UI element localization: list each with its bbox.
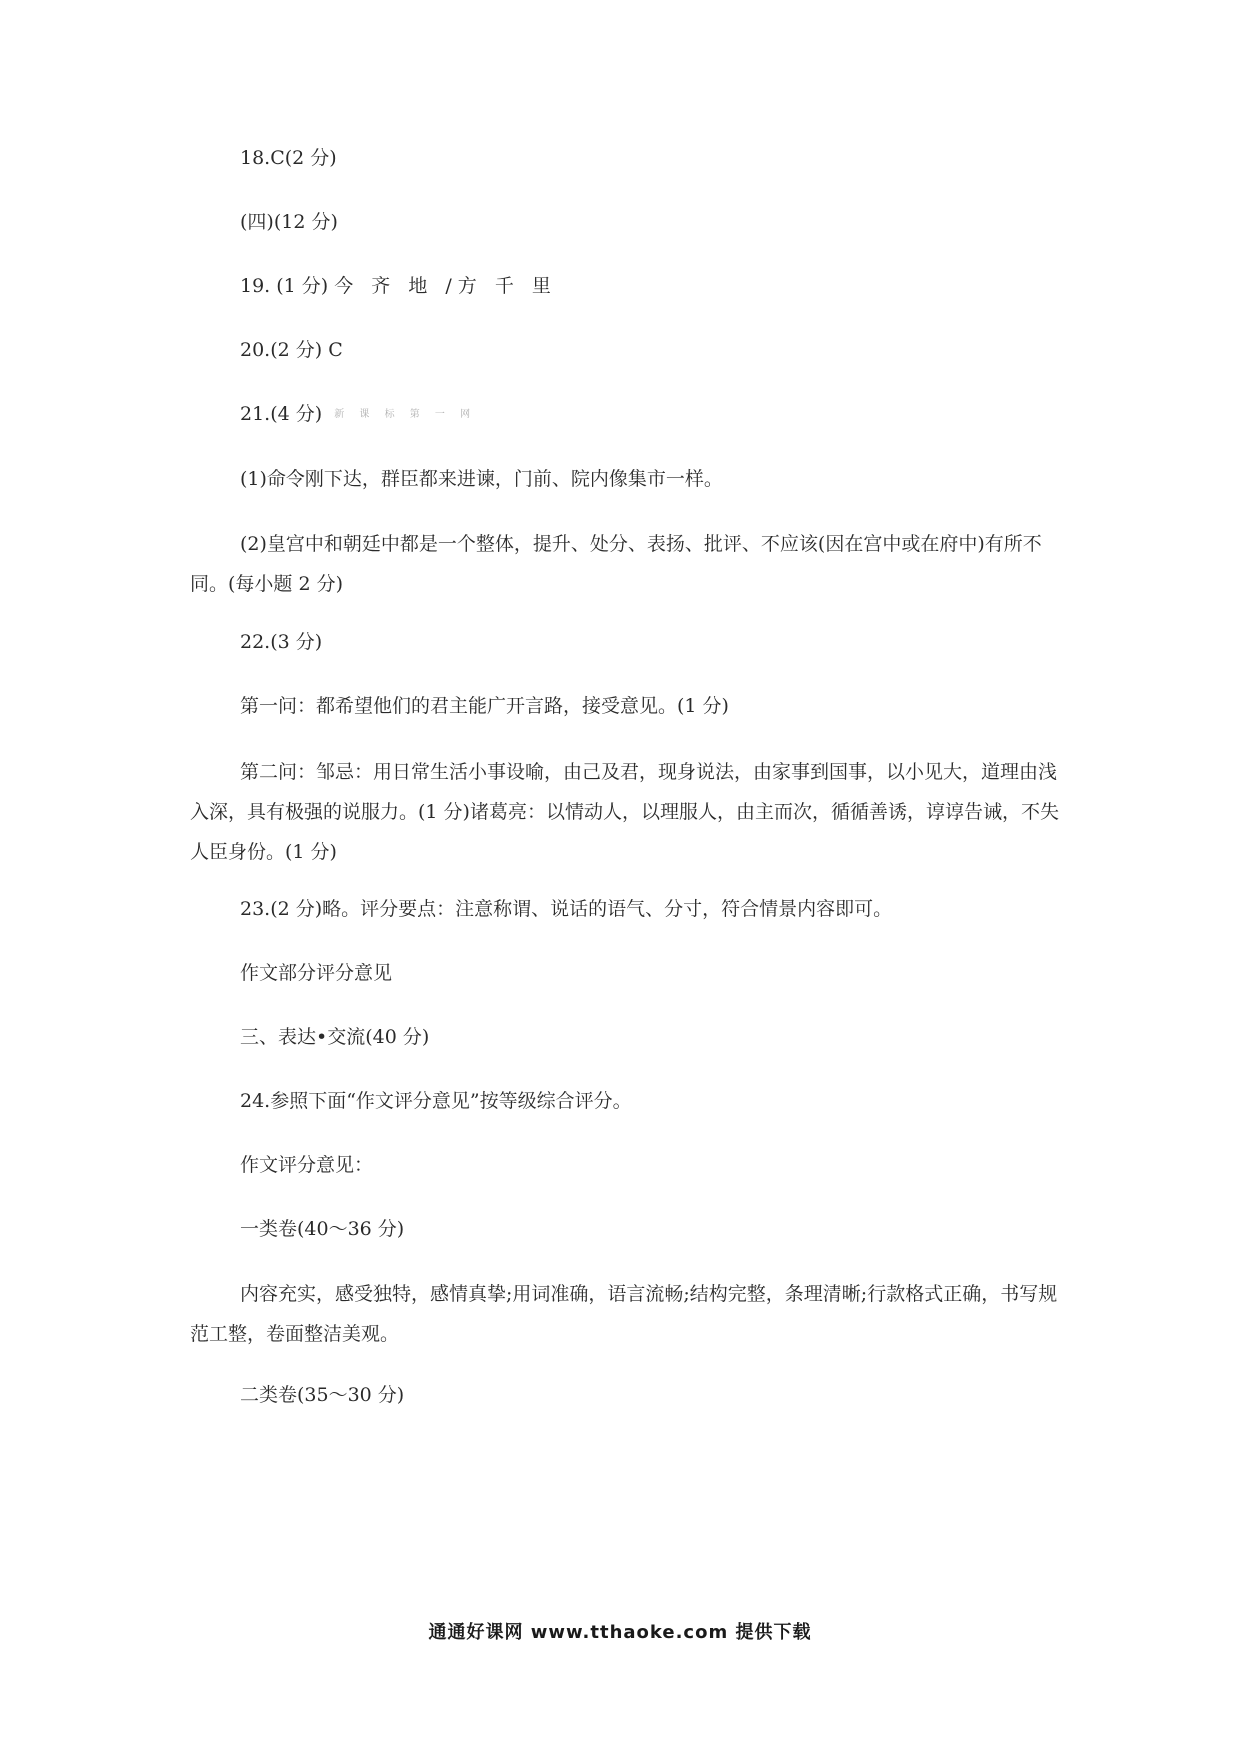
answer-21-part-2: (2)皇宫中和朝廷中都是一个整体，提升、处分、表扬、批评、不应该(因在宫中或在府中)有所不同。(每小题 2 分)	[190, 533, 1042, 595]
grade-one-description: 内容充实，感受独特，感情真挚;用词准确，语言流畅;结构完整，条理清晰;行款格式正确，书写规范工整，卷面整洁美观。	[190, 1283, 1058, 1345]
answer-24: 24.参照下面“作文评分意见”按等级综合评分。	[240, 1090, 632, 1112]
answer-22-part-2: 第二问：邹忌：用日常生活小事设喻，由己及君，现身说法，由家事到国事，以小见大，道理由浅入深，具有极强的说服力。(1 分)诸葛亮：以情动人，以理服人，由主而次，循循善诱，谆谆告诫，不失人臣身份。(1 分)	[190, 761, 1059, 863]
footer-download-note: 通通好课网 www.tthaoke.com 提供下载	[428, 1622, 812, 1643]
section-three-heading: 三、表达•交流(40 分)	[240, 1026, 430, 1048]
answer-20: 20.(2 分) C	[240, 339, 343, 361]
answer-21	[240, 398, 476, 431]
essay-opinion-heading: 作文评分意见：	[240, 1154, 374, 1176]
answer-22-part-1: 第一问：都希望他们的君主能广开言路，接受意见。(1 分)	[240, 695, 729, 717]
answer-19-text: 今 齐 地 /方 千 里	[334, 275, 557, 297]
answer-21-label: 21.(4 分)	[240, 403, 323, 425]
answer-19	[240, 270, 557, 302]
answer-18: 18.C(2 分)	[240, 147, 337, 169]
essay-section-heading: 作文部分评分意见	[240, 962, 393, 984]
watermark-text: 新 课 标 第 一 网	[334, 409, 477, 420]
answer-19-label: 19. (1 分)	[240, 275, 329, 297]
answer-22: 22.(3 分)	[240, 631, 323, 653]
section-four-heading: (四)(12 分)	[240, 211, 338, 233]
answer-23: 23.(2 分)略。评分要点：注意称谓、说话的语气、分寸，符合情景内容即可。	[240, 898, 893, 920]
grade-two-heading: 二类卷(35～30 分)	[240, 1384, 405, 1406]
grade-one-heading: 一类卷(40～36 分)	[240, 1218, 405, 1240]
answer-21-part-1: (1)命令刚下达，群臣都来进谏，门前、院内像集市一样。	[240, 468, 723, 490]
